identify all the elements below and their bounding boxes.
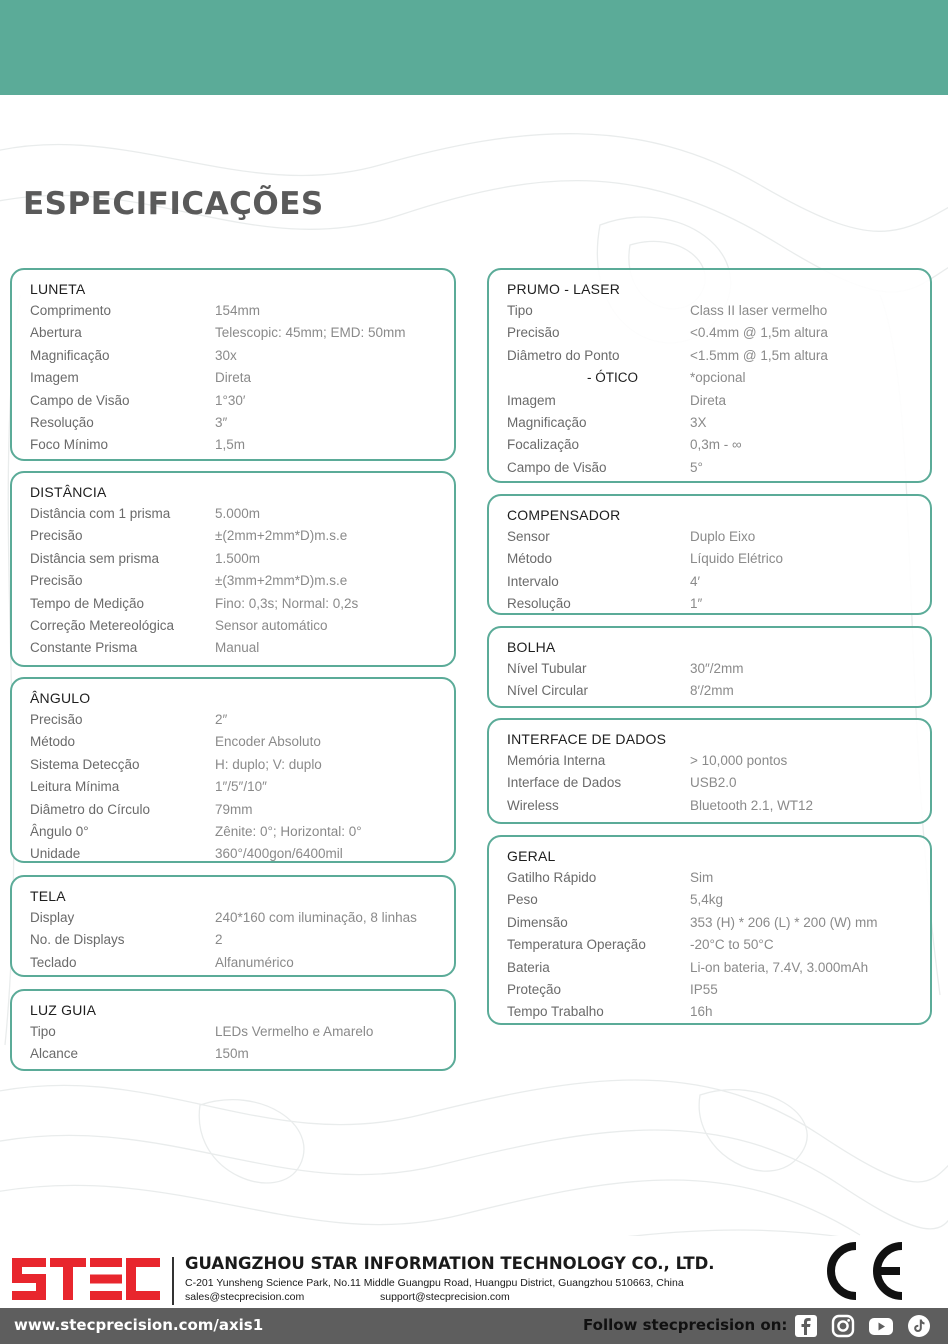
spec-label: Correção Metereológica xyxy=(30,617,175,633)
spec-label: Sistema Detecção xyxy=(30,756,140,772)
spec-value: 2″ xyxy=(215,712,228,727)
spec-row xyxy=(507,322,930,344)
spec-label: Tempo de Medição xyxy=(30,595,145,611)
section-title: PRUMO - LASER xyxy=(507,281,621,297)
spec-row xyxy=(30,300,454,322)
spec-value: 2 xyxy=(215,932,223,948)
top-header-bar xyxy=(0,0,948,95)
spec-row xyxy=(507,412,930,434)
stec-logo xyxy=(12,1258,160,1305)
spec-row xyxy=(30,525,454,547)
spec-value: 0,3m - ∞ xyxy=(690,437,742,453)
spec-row xyxy=(507,658,930,680)
spec-value: Telescopic: 45mm; EMD: 50mm xyxy=(215,325,406,341)
spec-value: 3X xyxy=(690,414,707,430)
spec-value: 360°/400gon/6400mil xyxy=(215,846,343,862)
spec-row xyxy=(507,571,930,593)
spec-value: -20°C to 50°C xyxy=(690,937,774,953)
spec-label: Temperatura Operação xyxy=(507,937,646,953)
spec-section-dist-ncia xyxy=(10,471,456,667)
spec-row xyxy=(507,345,930,367)
spec-row xyxy=(507,889,930,911)
spec-label: Wireless xyxy=(507,797,559,813)
section-title: INTERFACE DE DADOS xyxy=(507,731,667,747)
spec-value: Encoder Absoluto xyxy=(215,734,321,750)
spec-value: 4′ xyxy=(690,573,701,589)
spec-label: Campo de Visão xyxy=(30,392,130,408)
spec-row xyxy=(30,345,454,367)
spec-row xyxy=(507,526,930,548)
spec-value: Manual xyxy=(215,640,260,656)
section-title: DISTÂNCIA xyxy=(30,484,107,500)
spec-value: 154mm xyxy=(215,303,261,318)
spec-label: Precisão xyxy=(30,573,83,589)
spec-row xyxy=(30,412,454,434)
spec-row xyxy=(507,548,930,570)
spec-value: 5.000m xyxy=(215,506,261,521)
spec-row xyxy=(30,731,454,753)
spec-row xyxy=(30,952,454,974)
spec-section-prumo-laser xyxy=(487,268,932,483)
spec-section-bolha xyxy=(487,626,932,708)
spec-row xyxy=(30,570,454,592)
spec-label: Imagem xyxy=(30,370,79,386)
spec-row xyxy=(507,867,930,889)
spec-row xyxy=(507,457,930,479)
spec-section-tela xyxy=(10,875,456,977)
spec-label: Distância com 1 prisma xyxy=(30,506,171,521)
spec-row xyxy=(30,548,454,570)
spec-row xyxy=(507,772,930,794)
spec-label: Magnificação xyxy=(507,414,587,430)
spec-value: Duplo Eixo xyxy=(690,529,756,544)
spec-value: > 10,000 pontos xyxy=(690,753,788,768)
tiktok-icon[interactable] xyxy=(907,1314,931,1338)
spec-value: 353 (H) * 206 (L) * 200 (W) mm xyxy=(690,914,878,930)
spec-value: 1°30′ xyxy=(215,392,246,408)
spec-value: H: duplo; V: duplo xyxy=(215,756,322,772)
company-address: C-201 Yunsheng Science Park, No.11 Middle Guangpu Road, Huangpu District, Guangzhou 510663, China xyxy=(185,1277,684,1289)
section-title: BOLHA xyxy=(507,639,556,655)
spec-row xyxy=(30,367,454,389)
page-title: ESPECIFICAÇÕES xyxy=(23,186,324,222)
spec-row xyxy=(30,1021,454,1043)
support-email[interactable]: support@stecprecision.com xyxy=(380,1291,510,1303)
instagram-icon[interactable] xyxy=(831,1314,855,1338)
spec-label: Peso xyxy=(507,892,538,908)
spec-value: 150m xyxy=(215,1046,249,1062)
spec-row xyxy=(30,799,454,821)
youtube-icon[interactable] xyxy=(868,1314,892,1338)
section-title: ÂNGULO xyxy=(30,690,91,706)
footer-divider xyxy=(172,1257,174,1305)
spec-label: Sensor xyxy=(507,529,550,544)
spec-label: Proteção xyxy=(507,981,562,997)
spec-row xyxy=(30,1043,454,1065)
spec-section-compensador xyxy=(487,494,932,615)
sales-email[interactable]: sales@stecprecision.com xyxy=(185,1291,305,1303)
spec-row xyxy=(507,979,930,1001)
spec-row xyxy=(507,390,930,412)
spec-value: 5° xyxy=(690,459,703,475)
spec-value: Sim xyxy=(690,870,714,885)
spec-value: Líquido Elétrico xyxy=(690,551,784,567)
spec-label: Bateria xyxy=(507,959,550,975)
spec-value: <0.4mm @ 1,5m altura xyxy=(690,325,828,341)
ce-mark xyxy=(818,1240,906,1307)
spec-value: 1″ xyxy=(690,596,703,612)
spec-label: Distância sem prisma xyxy=(30,550,160,566)
spec-value: Direta xyxy=(215,370,252,386)
section-title: TELA xyxy=(30,888,66,904)
spec-label: Tipo xyxy=(30,1024,56,1039)
spec-value: 3″ xyxy=(215,414,228,430)
spec-row xyxy=(30,843,454,865)
spec-value: 30x xyxy=(215,347,237,363)
spec-label: Diâmetro do Ponto xyxy=(507,347,620,363)
spec-label: Leitura Mínima xyxy=(30,779,120,795)
spec-label: Tipo xyxy=(507,303,533,318)
spec-row xyxy=(507,934,930,956)
spec-value: 16h xyxy=(690,1004,713,1020)
spec-value: 1″/5″/10″ xyxy=(215,779,267,795)
spec-value: 8′/2mm xyxy=(690,683,734,699)
spec-section-luneta xyxy=(10,268,456,461)
spec-label: Unidade xyxy=(30,846,81,862)
spec-label: No. de Displays xyxy=(30,932,125,948)
spec-value: 240*160 com iluminação, 8 linhas xyxy=(215,910,417,925)
spec-value: Fino: 0,3s; Normal: 0,2s xyxy=(215,595,359,611)
spec-label: Método xyxy=(30,734,76,750)
spec-label: Foco Mínimo xyxy=(30,437,109,453)
spec-value: Bluetooth 2.1, WT12 xyxy=(690,797,814,813)
spec-label: Constante Prisma xyxy=(30,640,138,656)
spec-label: Alcance xyxy=(30,1046,79,1062)
spec-row xyxy=(507,750,930,772)
spec-section-interface-de-dados xyxy=(487,718,932,824)
spec-value: Class II laser vermelho xyxy=(690,303,828,318)
spec-row xyxy=(507,957,930,979)
spec-row xyxy=(30,637,454,659)
spec-section-ngulo xyxy=(10,677,456,863)
spec-row xyxy=(30,434,454,456)
spec-value: ±(3mm+2mm*D)m.s.e xyxy=(215,573,348,589)
spec-label: Magnificação xyxy=(30,347,110,363)
spec-value: Zênite: 0°; Horizontal: 0° xyxy=(215,823,362,839)
spec-row xyxy=(507,1001,930,1023)
spec-row xyxy=(30,615,454,637)
spec-value: 5,4kg xyxy=(690,892,724,908)
spec-value: Sensor automático xyxy=(215,617,328,633)
spec-label: Display xyxy=(30,910,75,925)
company-name: GUANGZHOU STAR INFORMATION TECHNOLOGY CO., LTD. xyxy=(185,1254,715,1273)
spec-row xyxy=(30,503,454,525)
spec-value: Direta xyxy=(690,392,727,408)
spec-label: Campo de Visão xyxy=(507,459,607,475)
spec-row xyxy=(30,390,454,412)
spec-value: 79mm xyxy=(215,801,253,817)
spec-label: Resolução xyxy=(30,414,94,430)
spec-label: Precisão xyxy=(30,712,83,727)
spec-value: USB2.0 xyxy=(690,775,737,791)
section-title: LUZ GUIA xyxy=(30,1002,97,1018)
spec-label: Teclado xyxy=(30,954,77,970)
spec-section-geral xyxy=(487,835,932,1025)
spec-label: Tempo Trabalho xyxy=(507,1004,604,1020)
spec-label: Memória Interna xyxy=(507,753,606,768)
spec-label: Intervalo xyxy=(507,573,559,589)
spec-label: Precisão xyxy=(507,325,560,341)
spec-label: - ÓTICO xyxy=(587,370,638,386)
website-link[interactable]: www.stecprecision.com/axis1 xyxy=(14,1316,264,1334)
section-title: GERAL xyxy=(507,848,556,864)
spec-value: IP55 xyxy=(690,981,718,997)
spec-label: Precisão xyxy=(30,528,83,544)
spec-row xyxy=(30,754,454,776)
spec-label: Dimensão xyxy=(507,914,568,930)
spec-row xyxy=(30,709,454,731)
spec-row xyxy=(30,821,454,843)
spec-label: Ângulo 0° xyxy=(30,823,89,839)
spec-value: <1.5mm @ 1,5m altura xyxy=(690,347,828,363)
spec-value: Alfanumérico xyxy=(215,954,294,970)
spec-value: 30″/2mm xyxy=(690,661,744,676)
spec-row xyxy=(30,776,454,798)
spec-section-luz-guia xyxy=(10,989,456,1071)
spec-row xyxy=(507,795,930,817)
spec-value: Li-on bateria, 7.4V, 3.000mAh xyxy=(690,959,869,975)
spec-value: 1.500m xyxy=(215,550,261,566)
spec-row xyxy=(507,300,930,322)
spec-row xyxy=(507,593,930,615)
spec-row xyxy=(507,367,930,389)
spec-label: Nível Tubular xyxy=(507,661,587,676)
spec-value: LEDs Vermelho e Amarelo xyxy=(215,1024,374,1039)
spec-value: *opcional xyxy=(690,370,746,386)
spec-label: Abertura xyxy=(30,325,82,341)
spec-row xyxy=(30,322,454,344)
spec-label: Comprimento xyxy=(30,303,112,318)
spec-label: Imagem xyxy=(507,392,556,408)
spec-row xyxy=(30,907,454,929)
spec-value: 1,5m xyxy=(215,437,246,453)
spec-row xyxy=(507,912,930,934)
spec-label: Diâmetro do Círculo xyxy=(30,801,151,817)
spec-row xyxy=(507,680,930,702)
follow-text: Follow stecprecision on: xyxy=(583,1316,788,1334)
section-title: COMPENSADOR xyxy=(507,507,621,523)
spec-row xyxy=(507,434,930,456)
spec-label: Focalização xyxy=(507,437,580,453)
spec-row xyxy=(30,929,454,951)
spec-label: Resolução xyxy=(507,596,571,612)
facebook-icon[interactable] xyxy=(794,1314,818,1338)
spec-label: Interface de Dados xyxy=(507,775,622,791)
spec-row xyxy=(30,593,454,615)
spec-label: Método xyxy=(507,551,553,567)
spec-value: ±(2mm+2mm*D)m.s.e xyxy=(215,528,348,544)
spec-label: Nível Circular xyxy=(507,683,589,699)
section-title: LUNETA xyxy=(30,281,86,297)
spec-label: Gatilho Rápido xyxy=(507,870,597,885)
